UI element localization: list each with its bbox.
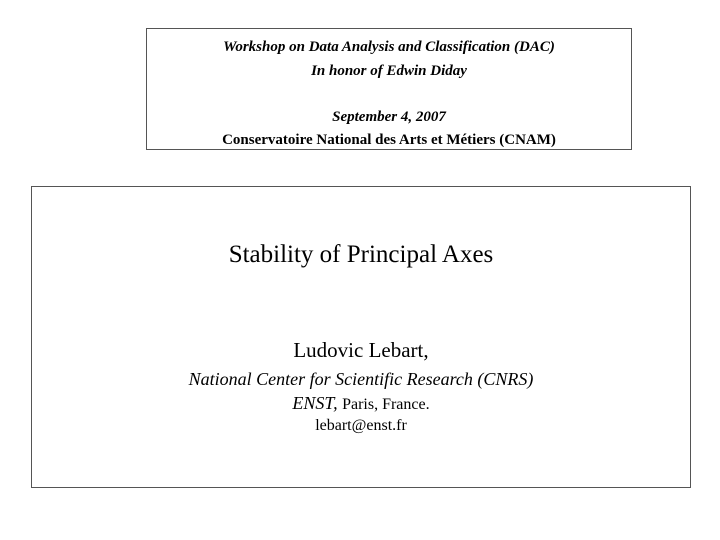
school-name: ENST, bbox=[292, 393, 338, 413]
city-country: Paris, France. bbox=[342, 396, 430, 413]
workshop-date: September 4, 2007 bbox=[332, 109, 446, 125]
workshop-title: Workshop on Data Analysis and Classification (DAC) bbox=[223, 39, 555, 55]
author-location bbox=[32, 392, 690, 416]
presentation-title: Stability of Principal Axes bbox=[228, 241, 494, 268]
author-affiliation: National Center for Scientific Research (CNRS) bbox=[188, 369, 534, 389]
author-name: Ludovic Lebart, bbox=[293, 338, 429, 362]
author-email: lebart@enst.fr bbox=[315, 417, 407, 434]
workshop-header-box bbox=[146, 28, 632, 150]
honor-line: In honor of Edwin Diday bbox=[311, 63, 467, 79]
title-slide-box bbox=[31, 186, 691, 488]
workshop-venue: Conservatoire National des Arts et Métiers (CNAM) bbox=[222, 132, 556, 148]
